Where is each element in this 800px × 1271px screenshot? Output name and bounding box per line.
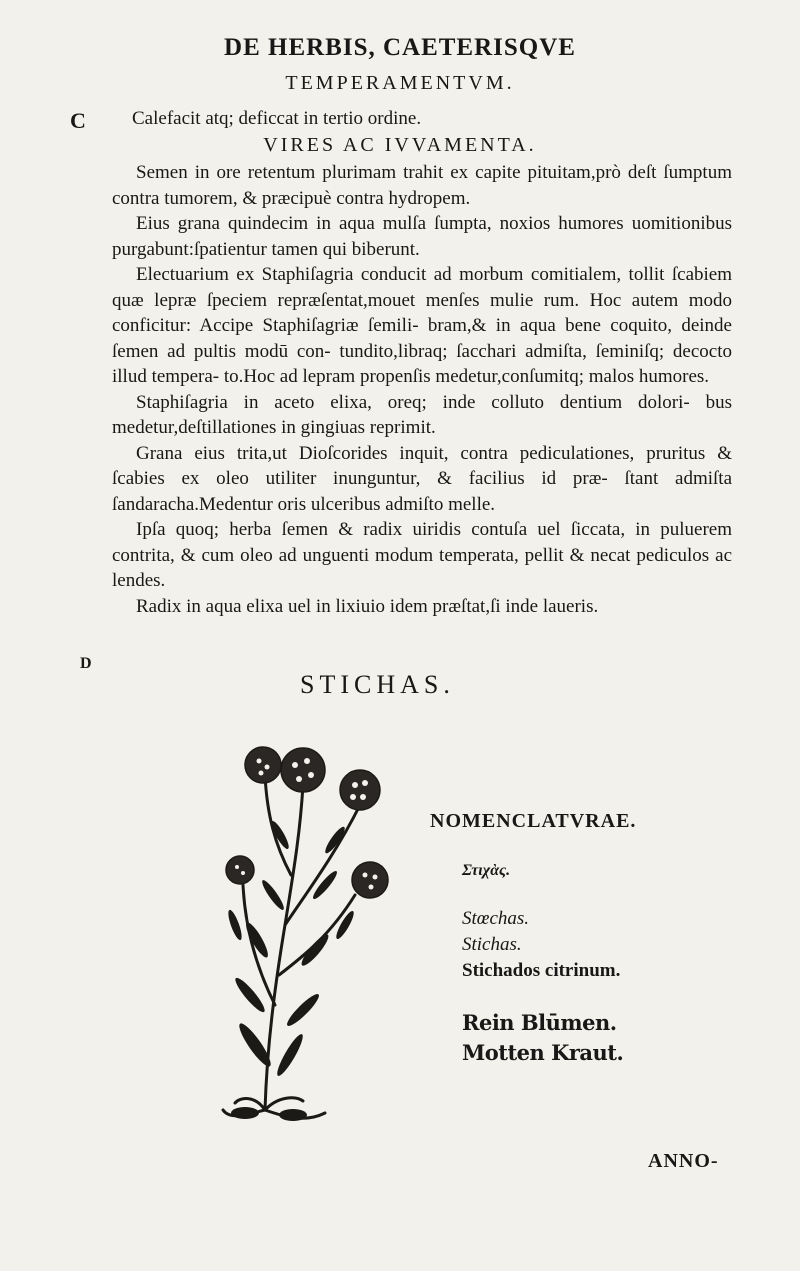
margin-letter-c: C [70,108,86,133]
latin-name-stoechas: Stœchas. [462,908,530,929]
paragraph-semen: Semen in ore retentum plurimam trahit ex capite pituitam,prò deſt ſumptum contra tumorem, & præcipuè contra hydropem. [112,162,732,209]
latin-name-stichas: Stichas. [462,934,522,955]
nomenclature-heading: NOMENCLATVRAE. [430,810,637,832]
margin-letter-d: D [80,655,92,672]
stoechas-plant-woodcut-icon [195,725,425,1125]
plant-title: STICHAS. [300,670,455,699]
section-heading-temperamentum: TEMPERAMENTVM. [285,72,515,94]
catchword: ANNO- [648,1150,719,1172]
latin-names [462,906,620,984]
german-name-motten-kraut: Motten Kraut. [462,1040,624,1065]
german-names [462,1008,623,1068]
section-heading-vires: VIRES AC IVVAMENTA. [263,134,537,156]
temperamentum-line: Calefacit atq; deficcat in tertio ordine. [132,108,422,129]
paragraph-dioscorides: Grana eius trita,ut Dioſcorides inquit, contra pediculationes, pruritus & ſcabies ex oleo utiliter inunguntur, & facilius id præ- ſtant admiſta ſandaracha.Medentur oris ulceribus admiſto melle. [112,442,732,515]
latin-name-stichados: Stichados citrinum. [462,960,621,981]
running-head: DE HERBIS, CAETERISQVE [224,34,576,61]
paragraph-grana-quindecim: Eius grana quindecim in aqua mulſa ſumpta, noxios humores uomitionibus purgabunt:ſpatientur tamen qui biberunt. [112,213,732,260]
greek-name: Στιχὰς. [462,862,511,879]
temperamentum-text [132,106,692,132]
paragraph-aceto: Staphiſagria in aceto elixa, oreq; inde colluto dentium dolori- bus medetur,deſtillationes in gingiuas reprimit. [112,391,732,438]
paragraph-herba-semen: Ipſa quoq; herba ſemen & radix uiridis contuſa uel ſiccata, in puluerem contrita, & cum oleo ad unguenti modum temperata, pellit & necat pediculos ac lendes. [112,519,732,591]
vires-text [112,160,732,619]
paragraph-radix: Radix in aqua elixa uel in lixiuio idem præſtat,ſi inde laueris. [136,595,599,617]
german-name-rein-blumen: Rein Blūmen. [462,1010,617,1035]
paragraph-electuarium: Electuarium ex Staphiſagria conducit ad morbum comitialem, tollit ſcabiem quæ lepræ ſpeciem repræſentat,mouet menſes mulie rum. Hoc autem modo conficitur: Accipe Staphiſagriæ ſemili- bram,& in aqua bene coquito, deinde ſemen ad pultis modū con- tundito,libraq; ſacchari admiſta, ſeminiſq; decocto illud tempera- to.Hoc ad lepram propenſis medetur,conſumitq; malos humores. [112,264,732,387]
